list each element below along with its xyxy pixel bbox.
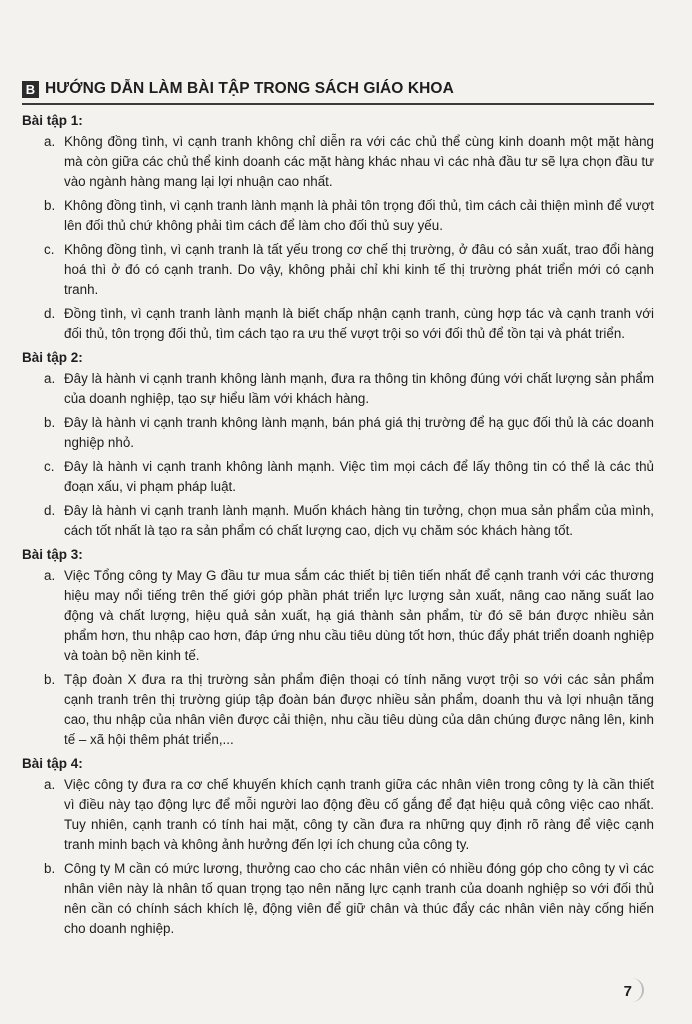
item-mark: a.	[44, 568, 56, 583]
page-number: 7	[623, 983, 632, 1000]
answer-item	[44, 566, 654, 666]
exercise-section	[22, 113, 654, 344]
item-text: Đây là hành vi cạnh tranh lành mạnh. Muốn khách hàng tin tưởng, chọn mua sản phẩm của mình, cách tốt nhất là tạo ra sản phẩm có chất lượng cao, dịch vụ chăm sóc khách hàng tốt.	[64, 503, 654, 538]
item-mark: b.	[44, 861, 56, 876]
answer-item	[44, 670, 654, 750]
item-mark: d.	[44, 306, 56, 321]
answer-item	[44, 240, 654, 300]
answer-item	[44, 132, 654, 192]
item-text: Việc Tổng công ty May G đầu tư mua sắm các thiết bị tiên tiến nhất để cạnh tranh với các thương hiệu may nổi tiếng trên thế giới góp phần phát triển lực lượng sản xuất, nâng cao năng suất lao động và chất lượng, hiệu quả sản xuất, hạ giá thành sản phẩm, từ đó sẽ bán được nhiều sản phẩm hơn, thu nhập cao hơn, đáp ứng nhu cầu tiêu dùng tốt hơn, thúc đẩy phát triển doanh nghiệp và toàn bộ nền kinh tế.	[64, 568, 654, 663]
item-mark: c.	[44, 242, 55, 257]
answer-item	[44, 413, 654, 453]
item-text: Đồng tình, vì cạnh tranh lành mạnh là biết chấp nhận cạnh tranh, cùng hợp tác và cạnh tranh với đối thủ, tôn trọng đối thủ, tìm cách tạo ra ưu thế vượt trội so với đối thủ để tồn tại và phát triển.	[64, 306, 654, 341]
item-mark: a.	[44, 777, 56, 792]
item-text: Không đồng tình, vì cạnh tranh là tất yếu trong cơ chế thị trường, ở đâu có sản xuất, trao đổi hàng hoá thì ở đó có cạnh tranh. Do vậy, không phải chỉ khi kinh tế thị trường phát triển mới có cạnh tranh.	[64, 242, 654, 297]
item-text: Đây là hành vi cạnh tranh không lành mạnh, bán phá giá thị trường để hạ gục đối thủ là các doanh nghiệp nhỏ.	[64, 415, 654, 450]
heading-badge: B	[22, 81, 39, 98]
exercise-section	[22, 350, 654, 541]
exercise-section	[22, 547, 654, 750]
exercise-title: Bài tập 2:	[22, 350, 83, 365]
item-text: Đây là hành vi cạnh tranh không lành mạnh, đưa ra thông tin không đúng với chất lượng sản phẩm của doanh nghiệp, tạo sự hiểu lầm với khách hàng.	[64, 371, 654, 406]
item-text: Không đồng tình, vì cạnh tranh không chỉ diễn ra với các chủ thể cùng kinh doanh một mặt hàng mà còn giữa các chủ thể kinh doanh các mặt hàng khác nhau vì các nhà đầu tư sẽ lựa chọn đầu tư vào ngành hàng mang lại lợi nhuận cao nhất.	[64, 134, 654, 189]
exercise-title: Bài tập 4:	[22, 756, 83, 771]
document-page	[22, 78, 654, 943]
answer-item	[44, 304, 654, 344]
heading-title: HƯỚNG DẪN LÀM BÀI TẬP TRONG SÁCH GIÁO KHOA	[45, 80, 454, 97]
answer-item	[44, 859, 654, 939]
exercise-section	[22, 756, 654, 939]
page-bracket-decoration	[632, 978, 644, 1002]
exercise-title: Bài tập 1:	[22, 113, 83, 128]
item-text: Đây là hành vi cạnh tranh không lành mạnh. Việc tìm mọi cách để lấy thông tin có thể là các thủ đoạn xấu, vi phạm pháp luật.	[64, 459, 654, 494]
answer-item	[44, 775, 654, 855]
answer-item	[44, 457, 654, 497]
item-mark: a.	[44, 134, 56, 149]
item-text: Không đồng tình, vì cạnh tranh lành mạnh là phải tôn trọng đối thủ, tìm cách cải thiện mình để vượt lên đối thủ chứ không phải tìm cách để làm cho đối thủ suy yếu.	[64, 198, 654, 233]
item-mark: b.	[44, 198, 56, 213]
answer-item	[44, 501, 654, 541]
section-heading	[22, 78, 654, 105]
item-mark: c.	[44, 459, 55, 474]
item-mark: d.	[44, 503, 56, 518]
item-text: Công ty M cần có mức lương, thưởng cao cho các nhân viên có nhiều đóng góp cho công ty vì các nhân viên này là nhân tố quan trọng tạo nên năng lực cạnh tranh của doanh nghiệp so với đối thủ nên cần có chính sách khích lệ, động viên để giữ chân và thúc đẩy các nhân viên này cống hiến cho doanh nghiệp.	[64, 861, 654, 936]
item-mark: b.	[44, 415, 56, 430]
answer-item	[44, 196, 654, 236]
item-text: Tập đoàn X đưa ra thị trường sản phẩm điện thoại có tính năng vượt trội so với các sản phẩm cạnh tranh trên thị trường giúp tập đoàn bán được nhiều sản phẩm, doanh thu và lợi nhuận tăng cao, thu nhập của nhân viên được cải thiện, nhu cầu tiêu dùng của dân chúng được nâng lên, kinh tế – xã hội thêm phát triển,...	[64, 672, 654, 747]
answer-item	[44, 369, 654, 409]
item-text: Việc công ty đưa ra cơ chế khuyến khích cạnh tranh giữa các nhân viên trong công ty là cần thiết vì điều này tạo động lực để mỗi người lao động đều cố gắng để đạt hiệu quả công việc cao nhất. Tuy nhiên, cạnh tranh có tính hai mặt, công ty cần đưa ra những quy định rõ ràng để việc cạnh tranh minh bạch và không ảnh hưởng đến lợi ích chung của công ty.	[64, 777, 654, 852]
item-mark: b.	[44, 672, 56, 687]
item-mark: a.	[44, 371, 56, 386]
exercise-title: Bài tập 3:	[22, 547, 83, 562]
